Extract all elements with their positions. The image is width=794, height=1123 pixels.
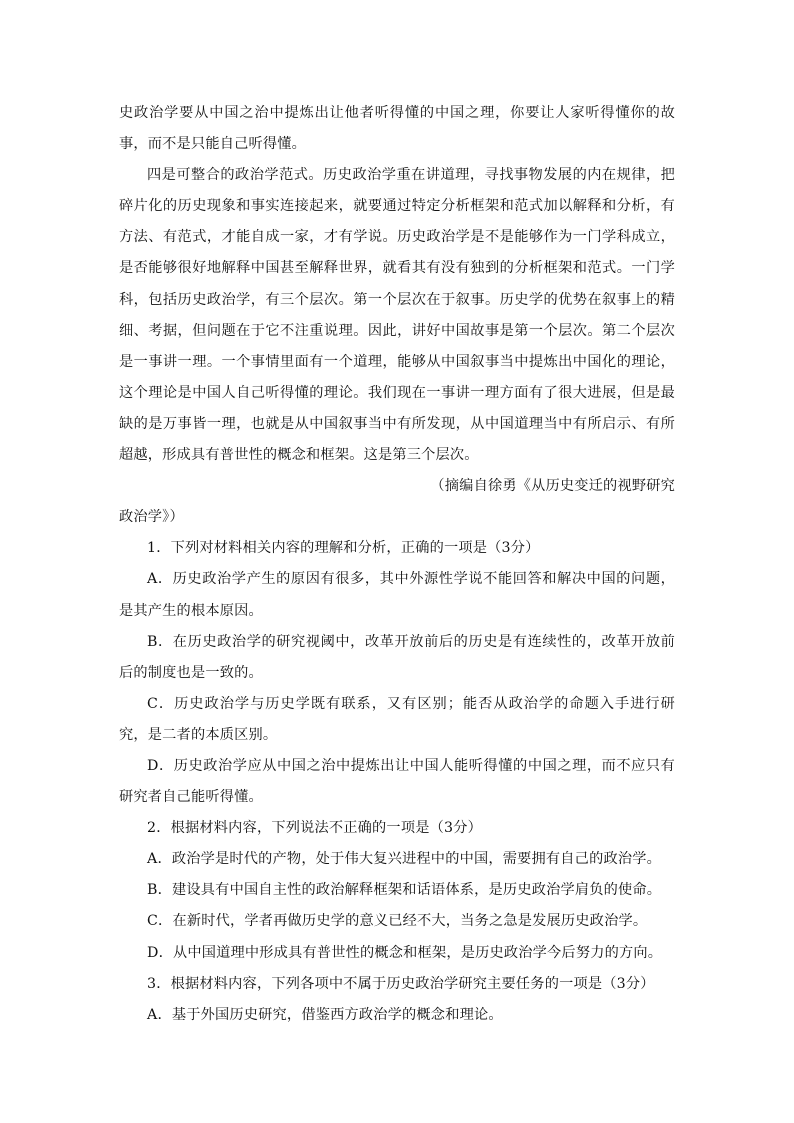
citation-line-2: 政治学》） xyxy=(119,509,184,526)
question-option-d: D．历史政治学应从中国之治中提炼出让中国人能听得懂的中国之理，而不应只有研究者自己能听得懂。 xyxy=(119,757,675,806)
question-option-d: D．从中国道理中形成具有普世性的概念和框架，是历史政治学今后努力的方向。 xyxy=(147,944,663,961)
question-stem: 1．下列对材料相关内容的理解和分析，正确的一项是（3分） xyxy=(147,540,540,557)
question-option-a: A．基于外国历史研究，借鉴西方政治学的概念和理论。 xyxy=(147,1006,503,1023)
question-stem: 3．根据材料内容，下列各项中不属于历史政治学研究主要任务的一项是（3分） xyxy=(147,975,655,992)
question-option-c: C．在新时代，学者再做历史学的意义已经不大，当务之急是发展历史政治学。 xyxy=(147,913,648,930)
citation-line-1: （摘编自徐勇《从历史变迁的视野研究 xyxy=(430,478,675,495)
passage-paragraph-four: 四是可整合的政治学范式。历史政治学重在讲道理，寻找事物发展的内在规律，把碎片化的历史现象和事实连接起来，就要通过特定分析框架和范式加以解释和分析，有方法、有范式，才能自成一家，才有学说。历史政治学是不是能够作为一门学科成立，是否能够很好地解释中国甚至解释世界，就看其有没有独到的分析框架和范式。一门学科，包括历史政治学，有三个层次。第一个层次在于叙事。历史学的优势在叙事上的精细、考据，但问题在于它不注重说理。因此，讲好中国故事是第一个层次。第二个层次是一事讲一理。一个事情里面有一个道理，能够从中国叙事当中提炼出中国化的理论，这个理论是中国人自己听得懂的理论。我们现在一事讲一理方面有了很大进展，但是最缺的是万事皆一理，也就是从中国叙事当中有所发现，从中国道理当中有所启示、有所超越，形成具有普世性的概念和框架。这是第三个层次。 xyxy=(119,167,675,464)
passage-paragraph-continued: 史政治学要从中国之治中提炼出让他者听得懂的中国之理，你要让人家听得懂你的故事，而不是只能自己听得懂。 xyxy=(119,105,675,153)
question-option-a: A．历史政治学产生的原因有很多，其中外源性学说不能回答和解决中国的问题，是其产生的根本原因。 xyxy=(119,571,675,619)
question-option-a: A．政治学是时代的产物，处于伟大复兴进程中的中国，需要拥有自己的政治学。 xyxy=(147,851,662,868)
document-body xyxy=(119,98,675,1031)
question-3 xyxy=(119,969,675,1031)
question-2 xyxy=(119,813,675,968)
passage-citation xyxy=(119,471,675,533)
question-1 xyxy=(119,533,675,813)
question-option-c: C．历史政治学与历史学既有联系，又有区别；能否从政治学的命题入手进行研究，是二者的本质区别。 xyxy=(119,695,675,743)
question-stem: 2．根据材料内容，下列说法不正确的一项是（3分） xyxy=(147,820,482,837)
question-option-b: B．建设具有中国自主性的政治解释框架和话语体系，是历史政治学肩负的使命。 xyxy=(147,882,662,899)
question-option-b: B．在历史政治学的研究视阈中，改革开放前后的历史是有连续性的，改革开放前后的制度也是一致的。 xyxy=(119,633,675,681)
